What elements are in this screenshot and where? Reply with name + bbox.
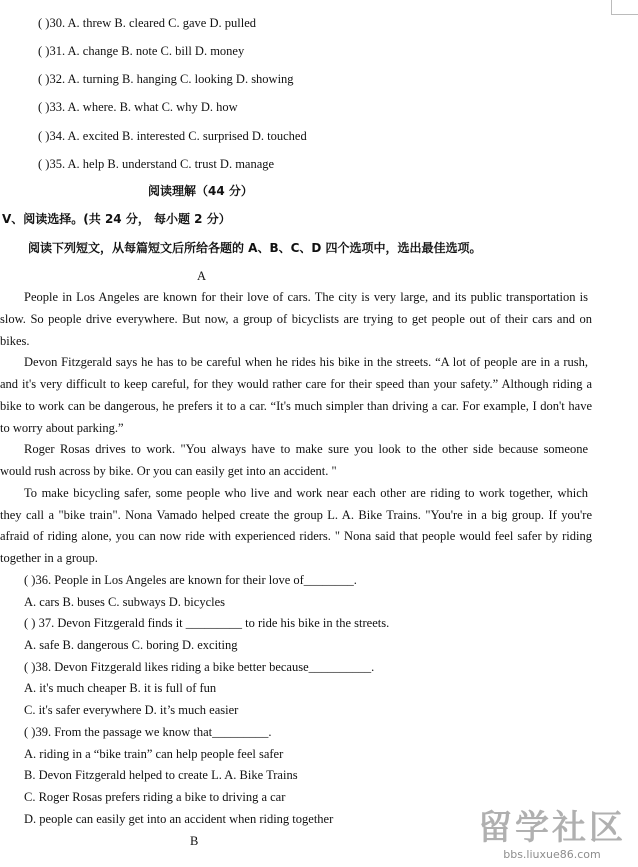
site-watermark <box>472 808 632 861</box>
passage-line: Devon Fitzgerald says he has to be careful when he rides his bike in the streets. “A lot of people are in a rush, <box>24 355 588 369</box>
passage-line: bike to work can be dangerous, he prefers it to a car. “It's much simpler than driving a car. For example, I don't have <box>0 399 592 413</box>
question-38-options-ab: A. it's much cheaper B. it is full of fun <box>24 681 217 695</box>
cloze-option-35: ( )35. A. help B. understand C. trust D. manage <box>38 157 275 171</box>
passage-a-label: A <box>197 269 207 283</box>
passage-line: slow. So people drive everywhere. But now, a group of bicyclists are trying to get people out of their cars and on <box>0 312 592 326</box>
cloze-option-32: ( )32. A. turning B. hanging C. looking D. showing <box>38 72 294 86</box>
cloze-option-33: ( )33. A. where. B. what C. why D. how <box>38 100 238 114</box>
passage-line: To make bicycling safer, some people who live and work near each other are riding to work together, which <box>24 486 588 500</box>
page-corner-mark <box>611 0 638 15</box>
cloze-option-30: ( )30. A. threw B. cleared C. gave D. pulled <box>38 16 256 30</box>
instructions: 阅读下列短文，从每篇短文后所给各题的 A、B、C、D 四个选项中，选出最佳选项。 <box>28 241 482 255</box>
question-36: ( )36. People in Los Angeles are known for their love of________. <box>24 573 357 587</box>
passage-line: together in a group. <box>0 551 98 565</box>
question-39: ( )39. From the passage we know that_________. <box>24 725 272 739</box>
question-37-options: A. safe B. dangerous C. boring D. exciting <box>24 638 238 652</box>
watermark-url: bbs.liuxue86.com <box>503 848 601 861</box>
passage-line: Roger Rosas drives to work. "You always have to make sure you look to the other side because someone <box>24 442 588 456</box>
passage-line: to worry about parking.” <box>0 421 124 435</box>
section-title: 阅读理解（44 分） <box>148 184 253 198</box>
passage-line: bikes. <box>0 334 30 348</box>
question-39-option-b: B. Devon Fitzgerald helped to create L. A. Bike Trains <box>24 768 298 782</box>
question-39-option-d: D. people can easily get into an accident when riding together <box>24 812 334 826</box>
question-39-option-c: C. Roger Rosas prefers riding a bike to driving a car <box>24 790 286 804</box>
question-37: ( ) 37. Devon Fitzgerald finds it _________ to ride his bike in the streets. <box>24 616 390 630</box>
passage-line: would rush across by bike. Or you can easily get into an accident. " <box>0 464 337 478</box>
passage-b-label: B <box>190 834 199 848</box>
question-38-options-cd: C. it's safer everywhere D. it’s much easier <box>24 703 239 717</box>
question-36-options: A. cars B. buses C. subways D. bicycles <box>24 595 226 609</box>
question-39-option-a: A. riding in a “bike train” can help people feel safer <box>24 747 284 761</box>
question-38: ( )38. Devon Fitzgerald likes riding a bike better because__________. <box>24 660 375 674</box>
cloze-option-31: ( )31. A. change B. note C. bill D. money <box>38 44 245 58</box>
passage-line: they call a "bike train". Nona Vamado helped create the group L. A. Bike Trains. "You're in a big group. If you're <box>0 508 592 522</box>
passage-line: and it's very difficult to keep careful, for they would rather care for their speed than your safety.” Although riding a <box>0 377 592 391</box>
passage-line: People in Los Angeles are known for their love of cars. The city is very large, and its public transportation is <box>24 290 588 304</box>
part-title: V、阅读选择。(共 24 分， 每小题 2 分） <box>2 212 231 226</box>
cloze-option-34: ( )34. A. excited B. interested C. surprised D. touched <box>38 129 307 143</box>
watermark-logo-text: 留学社区 <box>478 808 626 848</box>
passage-line: afraid of riding alone, you can now ride with experienced riders. " Nona said that people would feel safer by riding <box>0 529 592 543</box>
